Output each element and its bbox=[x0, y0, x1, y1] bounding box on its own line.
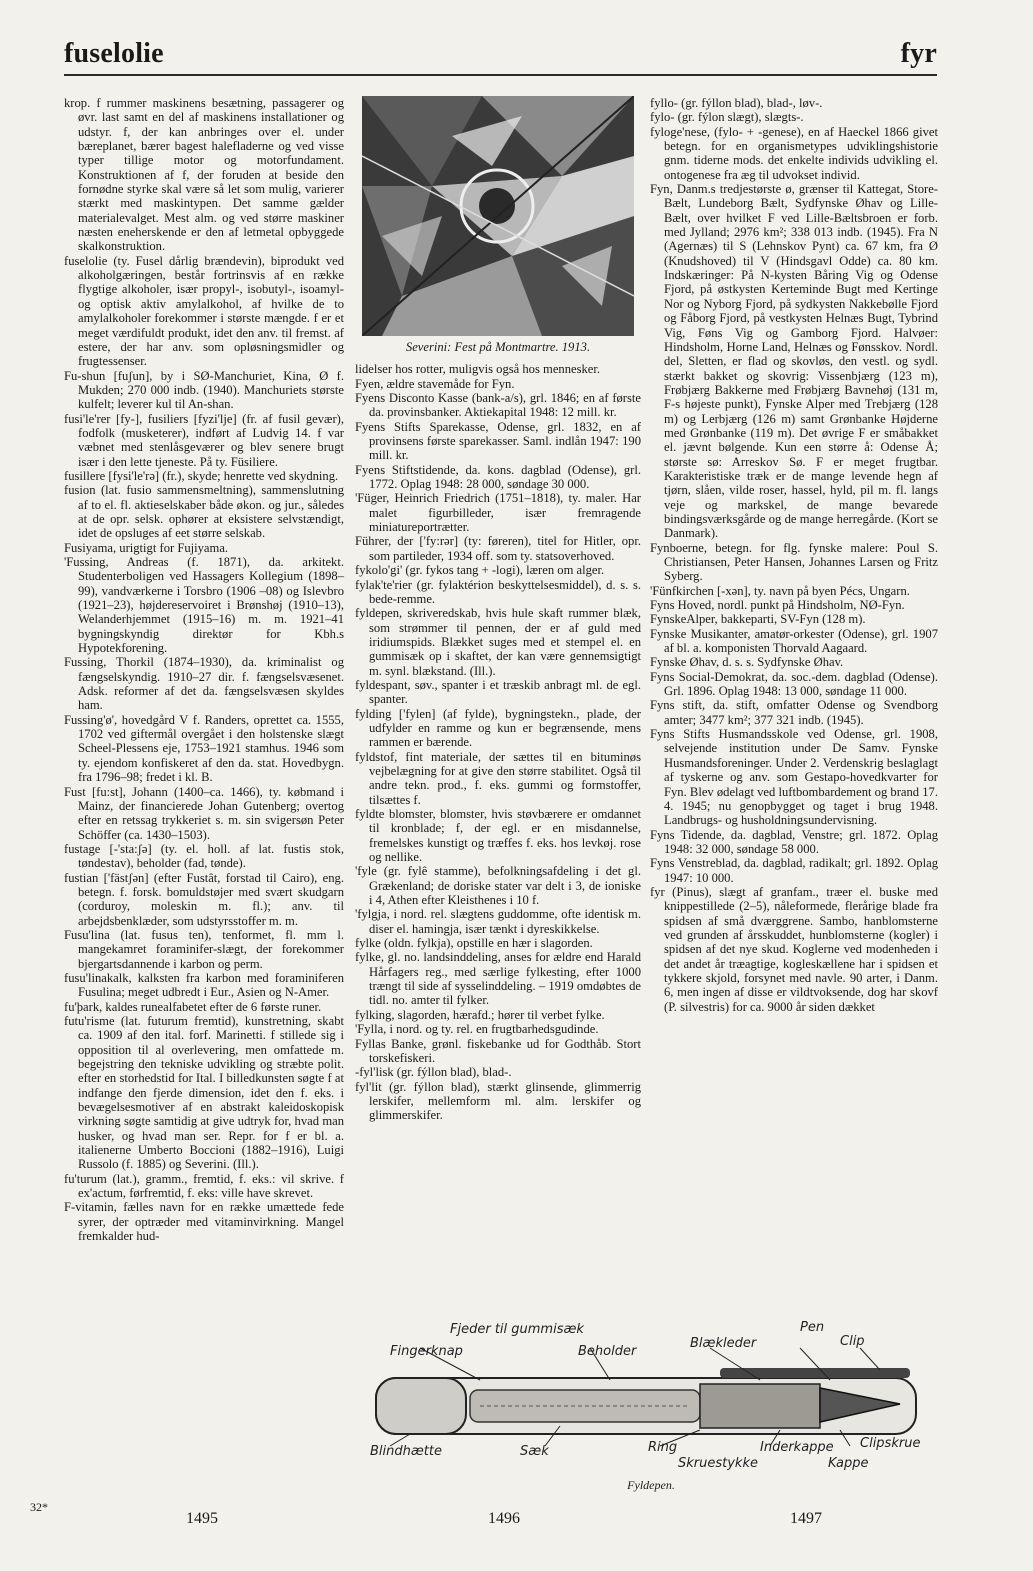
pen-caption: Fyldepen. bbox=[627, 1478, 675, 1492]
entry: Fusu'lina (lat. fusus ten), tenformet, fl. mm l. mangekamret foraminifer-slægt, der forekommer bjergartsdannende i karbon og perm. bbox=[64, 927, 344, 971]
entry: fylke (oldn. fylkja), opstille en hær i slagorden. bbox=[355, 936, 593, 951]
entry: Fyns Social-Demokrat, da. soc.-dem. dagblad (Odense). Grl. 1896. Oplag 1948: 13 000, søndage 11 000. bbox=[650, 669, 938, 699]
page-header bbox=[64, 34, 937, 76]
entry: Fyens Stiftstidende, da. kons. dagblad (Odense), grl. 1772. Oplag 1948: 28 000, søndage 30 000. bbox=[355, 462, 641, 492]
entry: fyldepen, skriveredskab, hvis hule skaft rummer blæk, som strømmer til pennen, der er af guld med iridiumspids. Blækket suges med et stempel el. en gummisæk op i skaftet, der kan være gennemsigtigt m. synl. blækstand. (Ill.). bbox=[355, 606, 641, 678]
pen-label-blindhaette: Blindhætte bbox=[370, 1444, 443, 1459]
entry: 'Fünfkirchen [-xən], ty. navn på byen Pécs, Ungarn. bbox=[650, 583, 910, 598]
header-left-headword: fuselolie bbox=[64, 38, 164, 69]
pen-label-kappe: Kappe bbox=[828, 1456, 869, 1471]
entry: fyl'lit (gr. fýllon blad), stærkt glinsende, glimmerrig lerskifer, mellemform ml. alm. lerskifer og glimmerskifer. bbox=[355, 1079, 641, 1123]
printer-signature: 32* bbox=[30, 1500, 48, 1514]
entry: -fyl'lisk (gr. fýllon blad), blad-. bbox=[355, 1065, 512, 1080]
entry: fu'turum (lat.), gramm., fremtid, f. eks.: vil skrive. f ex'actum, førfremtid, f. eks: ville have skrevet. bbox=[64, 1171, 344, 1201]
fountain-pen-diagram bbox=[360, 1318, 942, 1498]
page-number-middle: 1496 bbox=[488, 1510, 520, 1527]
pen-label-saek: Sæk bbox=[520, 1444, 549, 1459]
pen-label-ring: Ring bbox=[648, 1440, 678, 1455]
entry: Fust [fu:st], Johann (1400–ca. 1466), ty. købmand i Mainz, der financierede Johan Gutenberg; overtog efter en retssag trykkeriet s. m. sin svigersøn Peter Schöffer (ca. 1430–1503). bbox=[64, 784, 344, 842]
entry: Fu-shun [fuʃun], by i SØ-Manchuriet, Kina, Ø f. Mukden; 270 000 indb. (1940). Manchuriets største kulfelt; leverer kul til An-shan. bbox=[64, 368, 344, 412]
entry: 'fylgja, i nord. rel. slægtens guddomme, ofte identisk m. diser el. hamingja, især tænkt i dyreskikkelse. bbox=[355, 907, 641, 936]
pen-label-pen: Pen bbox=[800, 1320, 825, 1335]
entry: fylak'te'rier (gr. fylaktérion beskyttelsesmiddel), d. s. s. bede-remme. bbox=[355, 577, 641, 606]
entry: Fynske Øhav, d. s. s. Sydfynske Øhav. bbox=[650, 655, 844, 670]
entry: fusu'linakalk, kalksten fra karbon med foraminiferen Fusulina; meget udbredt i Eur., Asien og N-Amer. bbox=[64, 970, 344, 1000]
entry: Fyn, Danm.s tredjestørste ø, grænser til Kattegat, Store-Bælt, Lundeborg Bælt, Sydfynske Øhav og Lille-Bælt, over hvilket F ved Lille-Bæltsbroen er forb. med Jylland; 2976 km²; 338 013 indb. (1945). Fra N (Agernæs) til S (Lehnskov Pynt) ca. 67 km, fra Ø (Knudshoved) til V (Hindsgavl Odde) ca. 80 km. Indskæringer: På N-kysten Båring Vig og Odense Fjord, på østkysten Kerteminde Bugt med Kertinge Nor og Nyborg Fjord, på sydkysten Nakkebølle Fjord og Fåborg Fjord, på vestkysten Helnæs Bugt, Tybrind Vig, Føns Vig og Gamborg Fjord. Halvøer: Hindsholm, Horne Land, Helnæs og Fønsskov. Nordl. del, Sletten, er flad og skovløs, den vestl. og sydl. stærkt bakket og skovrig: Vissenbjærg (123 m), Frøbjærg Bakkerne med Frøbjærg Bavnehøj (131 m, F-s højeste punkt), Fynske Alper med Trebjærg (128 m) og Lerbjærg (126 m) samt Grønbanke Højderne med Grønbanke (119 m). Det øvrige F er småbakket el. jævnt bølgende. Kun een større å: Odense Å; største sø: Arreskov Sø. F er meget frugtbar. Karakteristiske træk er de mange levende hegn af tjørn, slåen, vilde roser, hassel, hyld, pil m. fl. langs veje og markskel, de mange bevarede bindingsværksgårde og de mange herregårde. (Kort se Danmark). bbox=[650, 182, 938, 541]
page-number-right: 1497 bbox=[790, 1510, 822, 1527]
entry: fustian ['fästʃən] (efter Fustât, forstad til Cairo), eng. betegn. f. forsk. bomuldstøjer med svært skudgarn (corduroy, moleskin m. fl.); anv. til arbejdsbenklæder, som udstyrsstoffer m. m. bbox=[64, 870, 344, 928]
entry: 'Fylla, i nord. og ty. rel. en frugtbarhedsgudinde. bbox=[355, 1022, 599, 1037]
entry: Führer, der ['fy:rər] (ty: føreren), titel for Hitler, opr. som partileder, 1934 off. som ty. statsoverhoved. bbox=[355, 534, 641, 563]
entry: 'Füger, Heinrich Friedrich (1751–1818), ty. maler. Har malet figurbilleder, især fremragende miniatureportrætter. bbox=[355, 491, 641, 535]
column-right bbox=[650, 96, 938, 1014]
entry: Fynske Musikanter, amatør-orkester (Odense), grl. 1907 af bl. a. komponisten Thorvald Aagaard. bbox=[650, 626, 938, 656]
entry: fusion (lat. fusio sammensmeltning), sammenslutning af to el. fl. aktieselskaber både økon. og jur., således at de opr. selsk. ophører at eksistere selvstændigt, idet de opsluges af eet større selskab. bbox=[64, 483, 344, 541]
entry: Fyllas Banke, grønl. fiskebanke ud for Godthåb. Stort torskefiskeri. bbox=[355, 1036, 641, 1065]
entry: Fyns Tidende, da. dagblad, Venstre; grl. 1872. Oplag 1948: 32 000, søndage 58 000. bbox=[650, 827, 938, 856]
pen-label-clipskrue: Clipskrue bbox=[860, 1436, 921, 1451]
pen-label-skruestykke: Skruestykke bbox=[678, 1456, 758, 1471]
entry: Fyens Disconto Kasse (bank-a/s), grl. 1846; en af første da. provinsbanker. Aktiekapital 1948: 12 mill. kr. bbox=[355, 391, 641, 420]
entry: fuselolie (ty. Fusel dårlig brændevin), biprodukt ved alkoholgæringen, består fortrinsvis af en række flygtige alkoholer, især propyl-, isobutyl-, isoamyl- og optisk aktiv amylalkohol, af hvilke de to amylalkoholer forekommer i største mængde. f er et meget værdifuldt produkt, idet den anv. til fremst. af estere, der har anv. som opløsningsmidler og frugtessenser. bbox=[64, 253, 344, 369]
entry: fusi'le'rer [fy-], fusiliers [fyzi'lje] (fr. af fusil gevær), fodfolk (musketerer), indført af Ludvig 14. f var væbnet med stenlåsgeværer og blev senere brugt især i den lette tjeneste. På ty. Füsiliere. bbox=[64, 411, 344, 469]
figure-caption: Severini: Fest på Montmartre. 1913. bbox=[405, 340, 591, 354]
entry: 'Fussing, Andreas (f. 1871), da. arkitekt. Studenterboligen ved Hassagers Kollegium (1898–99), vandværkerne i Torsbro (1906 –08) og Islevbro (1921–23), højdereservoiret i Brønshøj (1910–13), Welanderhjemmet (1915–16) m. m. 1921–41 bygningskyndig direktør for Kbh.s Hypotekforening. bbox=[64, 555, 344, 656]
entry: fyldstof, fint materiale, der sættes til en bituminøs vejbelægning for at give den større stabilitet. Også til andre tekn. prod., f. eks. gummi og formstoffer, tilsættes f. bbox=[355, 749, 641, 807]
entry: 'fyle (gr. fylê stamme), befolkningsafdeling i det gl. Grækenland; de doriske stater var delt i 3, de ioniske i 4, Athen efter Kleisthenes i 10 f. bbox=[355, 864, 641, 908]
entry: fustage [-'sta:ʃə] (ty. el. holl. af lat. fustis stok, tøndestav), beholder (fad, tønde). bbox=[64, 841, 344, 871]
pen-label-beholder: Beholder bbox=[578, 1344, 637, 1359]
entry: Fynboerne, betegn. for flg. fynske malere: Poul S. Christiansen, Peter Hansen, Johannes Larsen og Fritz Syberg. bbox=[650, 540, 938, 584]
entry: Fyns Hoved, nordl. punkt på Hindsholm, NØ-Fyn. bbox=[650, 598, 905, 613]
entry: fylking, slagorden, hærafd.; hører til verbet fylke. bbox=[355, 1007, 605, 1022]
pen-label-blaekleder: Blækleder bbox=[690, 1336, 757, 1351]
entry: lidelser hos rotter, muligvis også hos mennesker. bbox=[355, 362, 601, 377]
entry: fyldespant, søv., spanter i et træskib anbragt ml. de egl. spanter. bbox=[355, 677, 641, 707]
entry: FynskeAlper, bakkeparti, SV-Fyn (128 m). bbox=[650, 612, 866, 627]
pen-label-fjeder: Fjeder til gummisæk bbox=[450, 1322, 584, 1337]
entry: fyloge'nese, (fylo- + -genese), en af Haeckel 1866 givet betegn. for en organismetypes udviklingshistorie gnm. tiderne mods. det enkelte individs udvikling el. ontogenese fra æg til udvokset individ. bbox=[650, 124, 938, 182]
entry: futu'risme (lat. futurum fremtid), kunstretning, skabt ca. 1909 af den ital. forf. Marinetti. f stillede sig i opposition til al overlevering, men omfattede m. begejstring den tekniske udvikling og stræbte polit. efter en storhedstid for Ital. I billedkunsten søgte f at indfange den fjerde dimension, idet den f. eks. i bevægelsesmotiver af en abstrakt kaleidoskopisk virkning søgte samtidig at give udtryk for, hvad man husker, og hvad man ser. Repr. for f er bl. a. italienerne Umberto Boccioni (1882–1916), Luigi Russolo (f. 1885) og Severini. (Ill.). bbox=[64, 1014, 344, 1172]
entry: Fyns stift, da. stift, omfatter Odense og Svendborg amter; 3477 km²; 377 321 indb. (1945). bbox=[650, 698, 938, 727]
entry: fyllo- (gr. fýllon blad), blad-, løv-. bbox=[650, 96, 823, 110]
entry: fyldte blomster, blomster, hvis støvbærere er omdannet til kronblade; f, der egl. er en misdannelse, fremelskes kunstigt og træffes f. eks. hos levkøj. rose og nellike. bbox=[355, 807, 641, 865]
pen-label-clip: Clip bbox=[840, 1334, 865, 1349]
entry: Fusiyama, urigtigt for Fujiyama. bbox=[64, 540, 229, 555]
entry: fylding ['fylen] (af fylde), bygningstekn., plade, der udfylder en ramme og kun er begrænsende, mens rammen er bærende. bbox=[355, 706, 641, 750]
column-left bbox=[64, 96, 344, 1244]
entry: Fyns Venstreblad, da. dagblad, radikalt; grl. 1892. Oplag 1947: 10 000. bbox=[650, 856, 938, 885]
entry: fyr (Pinus), slægt af granfam., træer el. buske med knippestillede (2–5), nåleformede, flerårige blade fra spidsen af små dværggrene. Sambo, hanblomsterne ved grunden af årsskuddet, hunblomsterne (kogler) i spidsen af det nye skud. Koglerne ved modenheden i det andet år træagtige, kogleskællene har i spidsen et tykkere skjold, forsynet med navle. 90 arter, i Danm. 6, men ingen af disse er vildtvoksende, dog har skovf (P. silvestris) for ca. 9000 år siden dækket bbox=[650, 884, 938, 1014]
entry: Fussing'ø', hovedgård V f. Randers, oprettet ca. 1555, 1702 ved giftermål overgået i den holstenske slægt Scheel-Plessens eje, 1753–1921 stamhus. 1946 som ty. ejendom konfiskeret af den da. stat. Hovedbygn. fra 1796–98; fredet i kl. B. bbox=[64, 712, 344, 785]
entry: F-vitamin, fælles navn for en række umættede fede syrer, der optræder med vitaminvirkning. Mangel fremkalder hud- bbox=[64, 1200, 344, 1244]
entry: Fyns Stifts Husmandsskole ved Odense, grl. 1908, selvejende institution under De Samv. Fynske Husmandsforeninger. Under 2. Verdenskrig beslaglagt af tyskerne og anv. som Gestapo-hovedkvarter for Fyn. Blev ødelagt ved luftbombardement og brand 17. 4. 1945; nu genopbygget og taget i brug 1948. Landbrugs- og husholdningsundervisning. bbox=[650, 727, 938, 828]
entry: fusillere [fysi'le'rə] (fr.), skyde; henrette ved skydning. bbox=[64, 468, 339, 483]
entry: fu'þark, kaldes runealfabetet efter de 6 første runer. bbox=[64, 999, 322, 1014]
entry: fylke, gl. no. landsinddeling, anses for ældre end Harald Hårfagers reg., med særlige fylkesting, efter 1000 trængt til side af sysselinddeling. – 1919 omdøbtes de tidl. no. amter til fylker. bbox=[355, 950, 641, 1008]
painting-image bbox=[362, 96, 634, 336]
entry: krop. f rummer maskinens besætning, passagerer og øvr. last samt en del af maskinens installationer og udstyr. f, der kan anbringes over el. under bæreplanet, bærer bagest halefladerne og ved visse typer tillige motor og motorfundament. Konstruktionen af f, der foruden at beside den fornødne styrke skal være så let som mulig, varierer stærkt med maskintypen. Det samme gælder materialevalget. Mest alm. og ved større maskiner næsten eneherskende er den af letmetal opbyggede skalkonstruktion. bbox=[64, 96, 344, 254]
entry: Fyen, ældre stavemåde for Fyn. bbox=[355, 376, 515, 391]
page-number-left: 1495 bbox=[186, 1510, 218, 1527]
column-middle bbox=[355, 96, 641, 1123]
entry: Fyens Stifts Sparekasse, Odense, grl. 1832, en af provinsens første sparekasser. Saml. indlån 1947: 190 mill. kr. bbox=[355, 419, 641, 463]
pen-label-inderkappe: Inderkappe bbox=[760, 1440, 834, 1455]
entry: fykolo'gi' (gr. fykos tang + -logi), læren om alger. bbox=[355, 563, 605, 578]
header-right-headword: fyr bbox=[900, 38, 937, 69]
entry: Fussing, Thorkil (1874–1930), da. kriminalist og fængselskyndig. 1910–27 dir. f. fængselsvæsenet. Adsk. reformer af det da. fængselsvæsen skyldes ham. bbox=[64, 655, 344, 713]
pen-label-fingerknap: Fingerknap bbox=[390, 1344, 463, 1359]
entry: fylo- (gr. fýlon slægt), slægts-. bbox=[650, 110, 804, 125]
futurism-painting-illustration bbox=[362, 96, 634, 336]
